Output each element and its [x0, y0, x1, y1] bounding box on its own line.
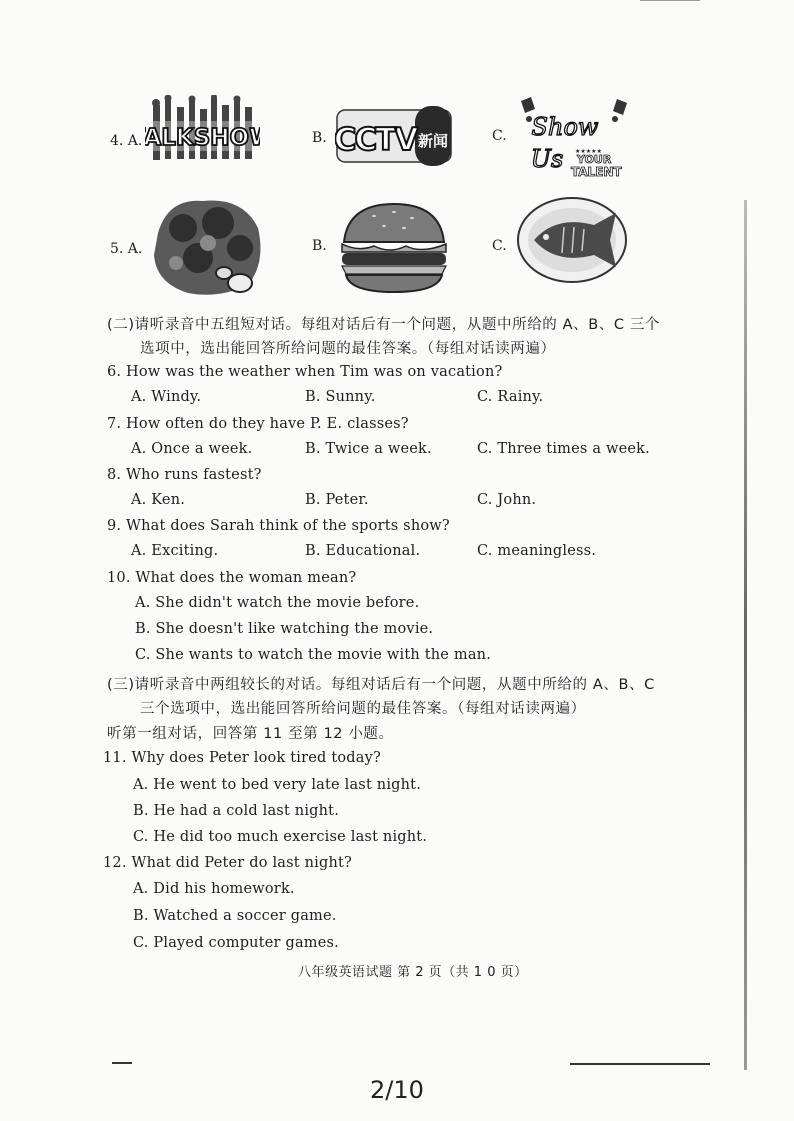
- q6-option-a: A. Windy.: [131, 389, 202, 405]
- q9-option-a: A. Exciting.: [131, 543, 219, 559]
- q12-option-c: C. Played computer games.: [133, 935, 339, 951]
- svg-text:新闻: 新闻: [417, 132, 449, 150]
- cctv-news-logo-image: [335, 104, 453, 168]
- vegetables-image: [148, 193, 266, 301]
- q6-option-b: B. Sunny.: [305, 389, 376, 405]
- q8-option-c: C. John.: [477, 492, 537, 508]
- q10-stem: 10. What does the woman mean?: [107, 570, 357, 586]
- scan-edge-shadow: [744, 200, 747, 1070]
- section3-instruction-line2: 三个选项中，选出能回答所给问题的最佳答案。（每组对话读两遍）: [140, 701, 586, 717]
- scan-mark-top: [640, 0, 700, 1]
- fish-dish-image: [516, 195, 628, 285]
- svg-text:TALENT: TALENT: [571, 165, 622, 179]
- q8-option-b: B. Peter.: [305, 492, 369, 508]
- q12-stem: 12. What did Peter do last night?: [103, 855, 353, 871]
- q6-stem: 6. How was the weather when Tim was on vacation?: [107, 364, 503, 380]
- q4-option-c-label: C.: [492, 128, 507, 144]
- talkshow-logo-text: ALKSHO: [145, 125, 250, 151]
- svg-text:CCTV: CCTV: [335, 122, 417, 158]
- q5-label: 5. A.: [110, 241, 143, 257]
- q11-option-b: B. He had a cold last night.: [133, 803, 340, 819]
- svg-text:YOUR: YOUR: [577, 153, 612, 166]
- q7-option-c: C. Three times a week.: [477, 441, 650, 457]
- section2-instruction-line1: (二)请听录音中五组短对话。每组对话后有一个问题，从题中所给的 A、B、C 三个: [107, 317, 661, 333]
- page-number: 2/10: [370, 1076, 424, 1104]
- section2-instruction-line2: 选项中，选出能回答所给问题的最佳答案。（每组对话读两遍）: [140, 341, 556, 357]
- q8-stem: 8. Who runs fastest?: [107, 467, 262, 483]
- q7-stem: 7. How often do they have P. E. classes?: [107, 416, 409, 432]
- q10-option-c: C. She wants to watch the movie with the man.: [135, 647, 492, 663]
- q11-option-c: C. He did too much exercise last night.: [133, 829, 428, 845]
- q5-option-b-label: B.: [312, 238, 327, 254]
- q5-option-c-label: C.: [492, 238, 507, 254]
- q10-option-a: A. She didn't watch the movie before.: [135, 595, 420, 611]
- q7-option-a: A. Once a week.: [131, 441, 253, 457]
- section3-instruction-line3: 听第一组对话，回答第 11 至第 12 小题。: [107, 726, 394, 742]
- svg-text:★★★★★: ★★★★★: [575, 148, 602, 155]
- q9-option-c: C. meaningless.: [477, 543, 597, 559]
- q4-option-b-label: B.: [312, 130, 327, 146]
- q7-option-b: B. Twice a week.: [305, 441, 432, 457]
- q8-option-a: A. Ken.: [131, 492, 186, 508]
- q12-option-b: B. Watched a soccer game.: [133, 908, 337, 924]
- q11-option-a: A. He went to bed very late last night.: [133, 777, 422, 793]
- hamburger-image: [338, 200, 450, 295]
- show-us-your-talent-logo-image: [513, 95, 631, 183]
- section3-instruction-line1: (三)请听录音中两组较长的对话。每组对话后有一个问题，从题中所给的 A、B、C: [107, 677, 655, 693]
- q11-stem: 11. Why does Peter look tired today?: [103, 750, 381, 766]
- page-footer: 八年级英语试题 第 2 页（共 1 0 页）: [298, 965, 528, 980]
- q12-option-a: A. Did his homework.: [133, 881, 295, 897]
- talkshow-logo-image: [145, 95, 260, 180]
- q9-stem: 9. What does Sarah think of the sports show?: [107, 518, 450, 534]
- svg-text:Us: Us: [530, 145, 564, 173]
- scan-mark-left: [112, 1062, 132, 1064]
- q9-option-b: B. Educational.: [305, 543, 421, 559]
- q10-option-b: B. She doesn't like watching the movie.: [135, 621, 434, 637]
- q4-label: 4. A.: [110, 133, 143, 149]
- scan-mark-right: [570, 1063, 710, 1065]
- svg-text:Show: Show: [531, 113, 599, 141]
- q6-option-c: C. Rainy.: [477, 389, 544, 405]
